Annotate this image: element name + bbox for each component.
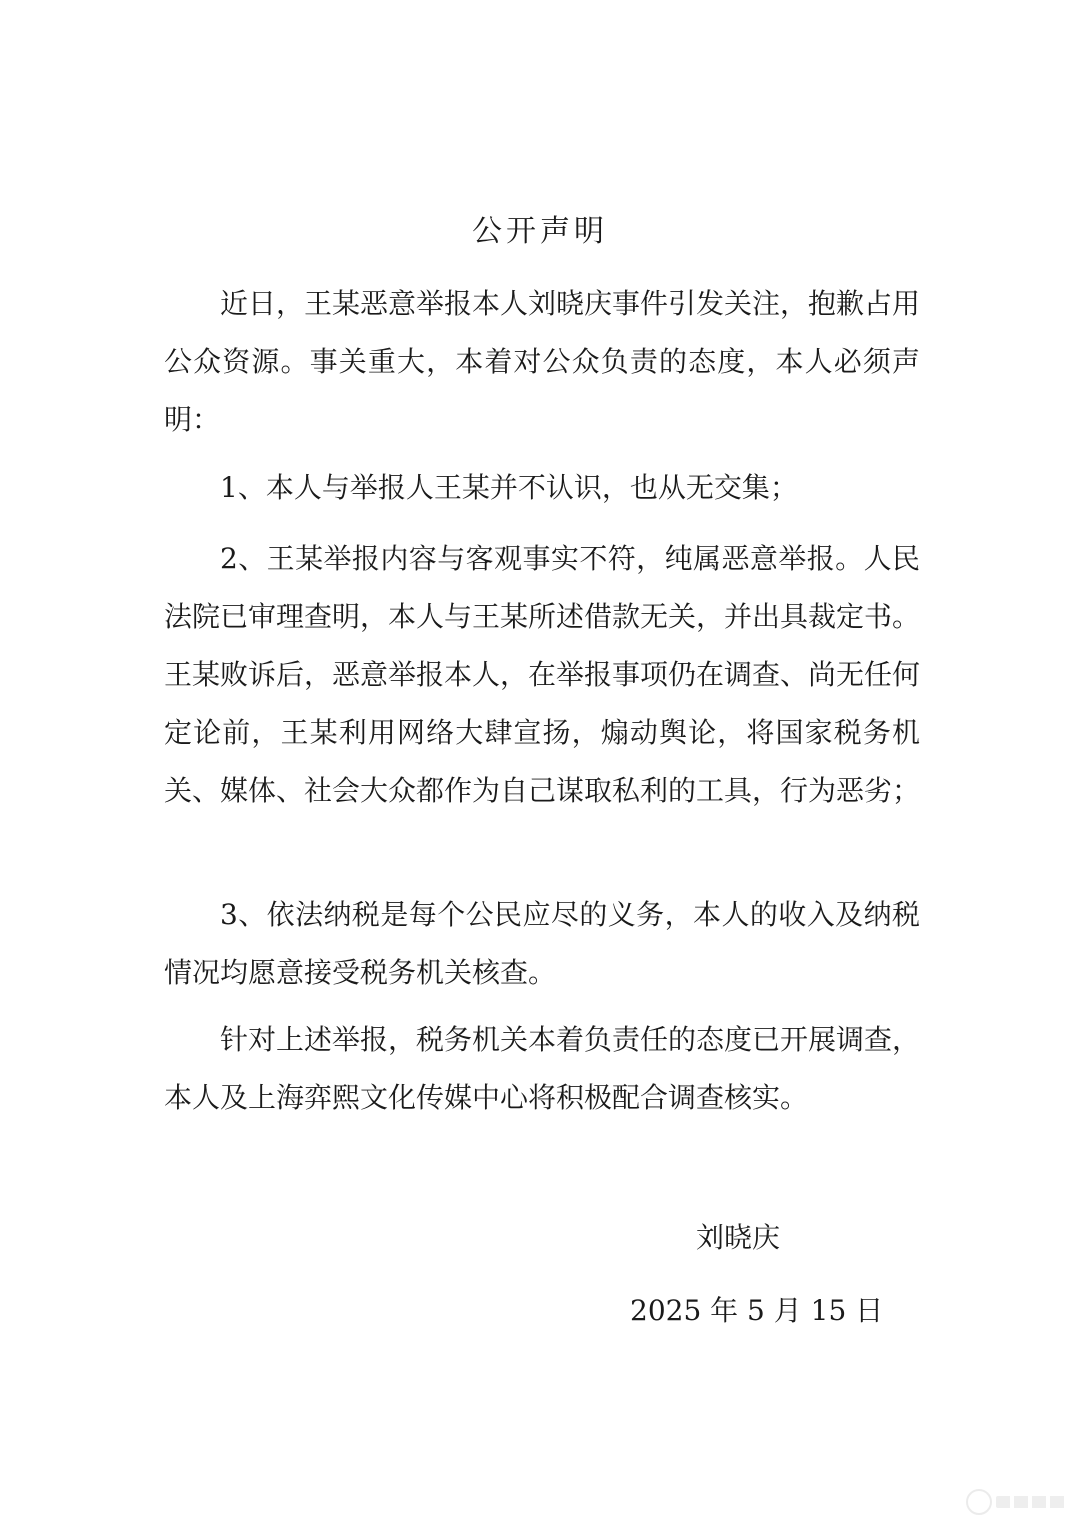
watermark-mark (996, 1496, 1066, 1508)
paragraph-item-2 (164, 530, 920, 820)
paragraph-item-3 (164, 886, 920, 1002)
paragraph-intro-text: 近日，王某恶意举报本人刘晓庆事件引发关注，抱歉占用公众资源。事关重大，本着对公众负责的态度，本人必须声明： (164, 287, 921, 436)
paragraph-item-1-text: 1、本人与举报人王某并不认识，也从无交集； (220, 471, 798, 504)
paragraph-intro (164, 275, 920, 449)
watermark (966, 1489, 1066, 1515)
document-title: 公开声明 (472, 214, 608, 249)
paragraph-item-2-text: 2、王某举报内容与客观事实不符，纯属恶意举报。人民法院已审理查明，本人与王某所述借款无关，并出具裁定书。王某败诉后，恶意举报本人，在举报事项仍在调查、尚无任何定论前，王某利用网络大肆宣扬，煽动舆论，将国家税务机关、媒体、社会大众都作为自己谋取私利的工具，行为恶劣； (164, 542, 921, 807)
watermark-logo-icon (966, 1489, 992, 1515)
paragraph-final (164, 1011, 920, 1127)
document-date: 2025 年 5 月 15 日 (630, 1294, 884, 1327)
paragraph-item-1 (164, 459, 920, 517)
paragraph-final-text: 针对上述举报，税务机关本着负责任的态度已开展调查，本人及上海弈熙文化传媒中心将积极配合调查核实。 (164, 1023, 921, 1114)
signature-name: 刘晓庆 (696, 1221, 781, 1254)
paragraph-item-3-text: 3、依法纳税是每个公民应尽的义务，本人的收入及纳税情况均愿意接受税务机关核查。 (164, 898, 920, 989)
